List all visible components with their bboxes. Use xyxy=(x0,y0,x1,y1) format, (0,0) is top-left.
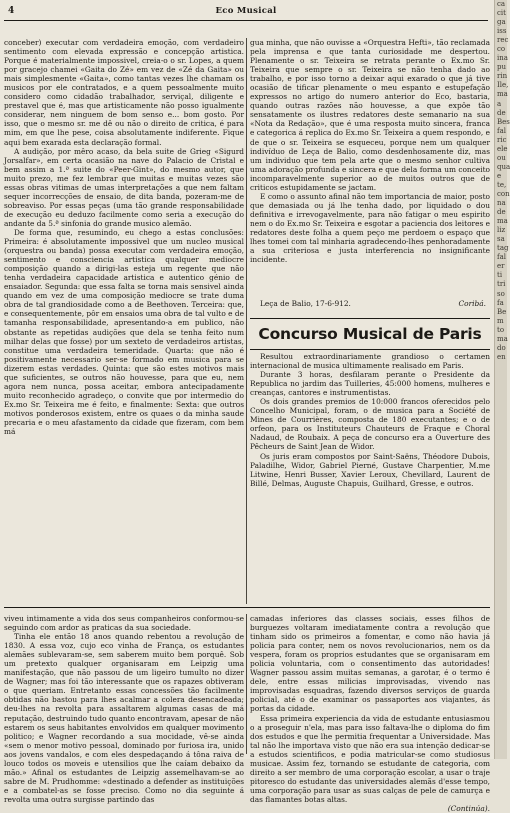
margin-fragment: do xyxy=(497,343,506,352)
margin-fragment: rin xyxy=(497,72,508,81)
margin-fragment: tri xyxy=(497,280,506,289)
margin-fragment: rec xyxy=(497,36,509,45)
paragraph: De forma que, resumindo, eu chego a estas conclusões: Primeira: é absolutamente impossivel que um nucleo musical (orquestra ou banda) possa executar com verdadeira emoção, sentimento e consciencia artistica qualquer mediocre composição quando a dirigi-las esteja um regente que não tenha verdadeira capacidade artistica e autentico génio de ensaiador. Segunda: que essa falta se torna mais sensivel ainda quando em vez de uma composição mediocre se trate duma obra de tal grandiosidade como a de Beethoven. Terceira: que, e consequentemente, pôr em ensaios uma obra de tal vulto e de tamanha responsabilidade, apresentando-a em publico, não obstante as repetidas audições que dela se tenha feito num milhar delas que fosse) por um sexteto de verdadeiros artistas, constitue uma verdadeira temeridade. Quarta: que não é positivamente necessario ser-se formado em musica para se dizerem estas verdades. Quinta: que são estes motivos mais que suficientes, se outros não houvesse, para que eu, nem agora nem nunca, possa aceitar, embora antecipadamente muito reconhecido agradeço, o convite que por intermedio do Ex.mo Sr. Teixeira me é feito, e finalmente: Sexta: que outros motivos ponderosos existem, entre os quaes o da minha saude precaria e o meu afastamento da cidade que fizeram, com bem má xyxy=(4,227,244,437)
margin-fragment: ele xyxy=(497,144,508,153)
margin-fragment: ga xyxy=(497,18,506,27)
paragraph: Essa primeira experiencia da vida de estudante entusiasmou o a proseguir n'ela, mas para isso faltava-lhe o diploma do fim dos estudos e que lhe permitia frequentar a Universidade. Mas tal não lhe importava visto que não era sua intenção dedicar-se a estudos scientificos, e podia matricular-se como studiosus musicae. Assim fez, tornando se estudante de categoria, com direito a ser membro de uma corporação escolar, a usar o traje pitoresco do estudante das universidades alemãs d'esse tempo, uma corporação para usar as suas calças de pele de camurça e das flamantes botas altas. xyxy=(250,713,490,804)
margin-fragment: de xyxy=(497,108,506,117)
margin-fragment: er xyxy=(497,262,505,271)
margin-fragment: na xyxy=(497,199,506,208)
margin-fragment: ma xyxy=(497,217,508,226)
margin-fragment: Be xyxy=(497,307,507,316)
paragraph: Resultou extraordinariamente grandioso o certamen internacional de musica ultimamente realisado em Paris. xyxy=(250,352,490,371)
margin-fragment: iss xyxy=(497,27,507,36)
margin-fragment: tag xyxy=(497,244,509,253)
paragraph: camadas inferiores das classes sociais, esses filhos de burguezes voltaram imediatamente contra a revolução que tinham sido os primeiros a fomentar, e como não havia já policia para conter, nem os novos revolucionarios, nem os da vespera, foram os proprios estudantes que se organisaram em policia voluntaria, com o consentimento das autoridades! Wagner passou assim muitas semanas, a garotar, é o termo é dele, entre essas milicias improvisadas, vivendo nas improvisadas esquadras, fazendo diversos serviços de guarda policial, até o de examinar os passaportes aos viajantes, ás portas da cidade. xyxy=(250,614,490,714)
column-divider xyxy=(246,614,247,754)
journal-title: Eco Musical xyxy=(215,6,277,16)
margin-fragment: fal xyxy=(497,126,507,135)
paragraph: conceber) executar com verdadeira emoção, com verdadeiro sentimento com elevada expressão e concepção artistica. Porque é materialmente impossivel, creia-o o sr. Lopes, a quem por gracejo chamei «Gaita do Zé» em vez de «Zé da Gaita» ou mais simplesmente «Gaita», como tantas vezes lhe chamam os musicos por ele contratados, e a quem pessoalmente muito considero como cidadão trabalhador, serviçal, diligente e prestavel que é, mas que artisticamente não posso igualmente considerar, nem ninguem de bom senso e... bom gosto. Por isso, que o mesmo sr. me dê ou não o direito de critica, é para mim, em que lhe pese, coisa absolutamente indiferente. Fique aqui bem exarada esta declaração formal. xyxy=(4,38,244,147)
paragraph: A audição, por mêro acaso, da bela suite de Grieg «Sigurd Jorsalfar», em certa ocasião na nave do Palacio de Cristal e bem assim a 1.ª suite do «Peer-Gint», do mesmo autor, que muito prezo, me fez lembrar que muitas e muitas vezes são essas obras vitimas de umas interpretações a que nem faltam sequer incorrecções de ensaio, de dita banda, pozeram-me de sobreaviso. Por essas peças (uma tão grande responsabilidade de execução eu deduzo facilmente como seria a execução do andante da 5.ª sinfonia do grande musico alemão. xyxy=(4,146,244,228)
margin-fragment: co xyxy=(497,45,506,54)
margin-fragment: Bes xyxy=(497,117,510,126)
margin-fragment: con xyxy=(497,189,510,198)
page-number: 4 xyxy=(8,6,15,16)
margin-fragment: ma xyxy=(497,334,508,343)
margin-fragment: fa xyxy=(497,298,504,307)
margin-fragment: de xyxy=(497,208,506,217)
margin-fragment: so xyxy=(497,289,505,298)
paragraph: Durante 3 horas, desfilaram perante o Presidente da Republica no jardim das Tuilleries, 45:000 homens, mulheres e creanças, cantores e instrumentistas. xyxy=(250,370,490,398)
article-headline: Concurso Musical de Paris xyxy=(250,318,490,350)
margin-fragment: Ile, xyxy=(497,81,509,90)
continued-note: (Continúa). xyxy=(447,803,490,813)
adjacent-page-margin xyxy=(494,0,510,759)
paragraph: gua minha, que não ouvisse a «Orquestra Hefti», tão reclamada pela imprensa e que tanta curiosidade me despertou. Plenamente o sr. Teixeira se retrata perante o Ex.mo Sr. Teixeira que sempre o sr. Teixeira se não tenha dado ao trabalho, e por isso torno a deixar aqui exarado o que já tive ocasião de tificar plenamente o meu espanto e estupefação expressos no artigo do numero anterior do Eco, bastaria, quando outras razões não houvesse, a que expôe tão sensatamente os ilustres redatores deste semanario na sua «Nota da Redação», que é uma resposta muito sincera, franca e categorica á replica do Ex.mo Sr. Teixeira a quem respondo, e de que o sr. Teixeira se esqueceu, porque nem um qualquer indivíduo de Leça de Balio, como desdenhosamente diz, mas um individuo que tem pela arte que o mesmo senhor cultiva uma adoração profunda e sincera e que dela forma um conceito incomparavelmente superior ao de muitos outros que de criticos estupidamente se jactam. xyxy=(250,38,490,192)
paragraph: Tinha ele então 18 anos quando rebentou a revolução de 1830. A essa voz, cujo eco vinha de França, os estudantes alemães sublevaram-se, sem saberem muito bem porquê. Sob um pretexto qualquer organisaram em Leipzig uma manifestação, que não passou de um ligeiro tumulto no dizer de Wagner; mas foi tão interessante que os rapazes obtiveram o que queriam. Entretanto essas concessões tão facilmente obtidas não bastou para lhes acalmar a colera desencadeada; deu-lhes na revolta para assaltarem algumas casas de má reputação, destruindo tudo quanto encontravam, apesar de não estarem os seus habitantes envolvidos em qualquer movimento politico; e Wagner recordando a sua mocidade, vê-se ainda «sem o menor motivo pessoal, dominado por furiosa ira, unido aos jovens vandalos, e com eles despedaçando á tôna raiva de louco todos os moveis e utensilios que lhe caíam debaixo da mão.» Afinal os estudantes de Leipzig assemelhavam-se ao sabre de M. Prudhomme: «destinado a defender as instituições e a combatel-as se fosse preciso. Como no dia seguinte á revolta uma outra surgisse partindo das xyxy=(4,632,244,804)
top-left-column xyxy=(4,38,244,604)
paragraph: Os juris eram compostos por Saint-Saëns, Théodore Dubois, Paladilhe, Widor, Gabriel Pierné, Gustave Charpentier, M.me Litwine, Henri Busser, Xavier Leroux, Chevillard, Laurent de Billé, Delmas, Auguste Chapuis, Guilhard, Gresse, e outros. xyxy=(250,451,490,488)
margin-fragment: ma xyxy=(497,90,508,99)
margin-fragment: ca xyxy=(497,0,506,8)
letter-signoff xyxy=(250,299,490,309)
margin-fragment: to xyxy=(497,325,505,334)
margin-fragment: en xyxy=(497,352,506,361)
margin-fragment: m xyxy=(497,316,504,325)
margin-fragment: sa xyxy=(497,235,505,244)
margin-fragment: liz xyxy=(497,226,506,235)
margin-fragment: a xyxy=(497,99,502,108)
paragraph: viveu intimamente a vida dos seus companheiros conformou-se seguindo com ardor as praticas da sua sociedade. xyxy=(4,614,244,633)
paragraph: Os dois grandes premios de 10:000 francos oferecidos pelo Concelho Municipal, foram, o de musica para a Société de Mines de Courrières, composta de 180 executantes; e o de orfeon, para os Instituteurs Chauteurs de Fraque e Choral Nadaud, de Roubaix. A peça de concurso era a Ouverture des Pêcheurs de Saint Jean de Widor. xyxy=(250,397,490,452)
margin-fragment: ric xyxy=(497,135,507,144)
margin-fragment: pu xyxy=(497,63,506,72)
dateline: Leça de Balio, 17-6-912. xyxy=(260,299,351,308)
section-divider xyxy=(4,607,490,608)
margin-fragment: qua xyxy=(497,162,510,171)
top-right-column xyxy=(250,38,490,296)
bottom-left-column xyxy=(4,614,244,804)
signature: Coribá. xyxy=(458,299,486,308)
article-body xyxy=(250,352,490,604)
margin-fragment: ou xyxy=(497,153,506,162)
paragraph: E como o assunto afinal não tem importancia de maior, posto que demasiada ou já lhe tenha dado, por liquidado o dou definitiva e irrevogavelmente, para não fatigar o meu espirito nem o do Ex.mo Sr. Teixeira e esgotar a paciencia dos leitores e redatores deste folha a quem peço me perdoem o espaço que lhes tomei com tal minharia agradecendo-lhes penhoradamente a sua criteriosa e justa interferencia no insignificante incidente. xyxy=(250,191,490,265)
page-header xyxy=(4,6,488,21)
margin-fragment: fal xyxy=(497,253,507,262)
margin-fragment: te, xyxy=(497,180,507,189)
bottom-right-column xyxy=(250,614,490,813)
margin-fragment: cit xyxy=(497,9,506,18)
margin-fragment: ti xyxy=(497,271,503,280)
margin-fragment: ina xyxy=(497,54,508,63)
column-divider xyxy=(246,38,247,604)
margin-fragment: e xyxy=(497,171,502,180)
